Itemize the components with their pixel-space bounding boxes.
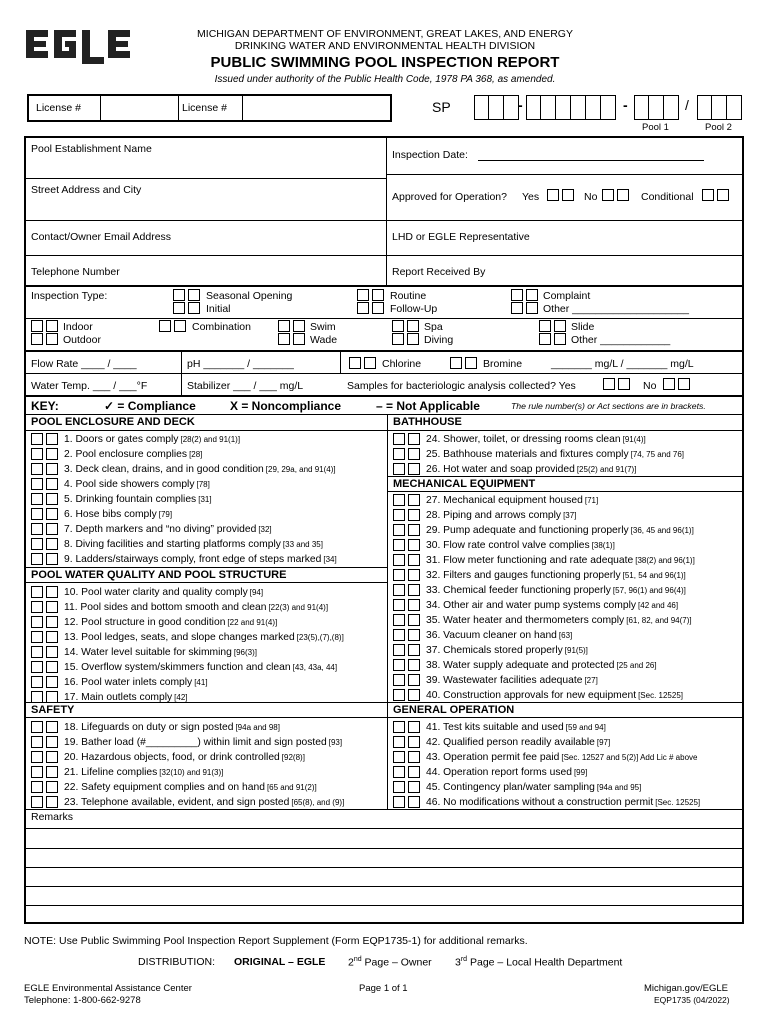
- checklist-left-item: [31, 586, 263, 598]
- swim-checkbox[interactable]: [278, 320, 305, 332]
- item-rule-ref: [79]: [158, 509, 173, 519]
- item-text: 10. Pool water clarity and quality comply: [64, 586, 248, 598]
- checklist-right-item: [393, 721, 606, 733]
- wade-checkbox[interactable]: [278, 333, 305, 345]
- item-text: 32. Filters and gauges functioning properly: [426, 569, 621, 581]
- distribution-third: 3rd Page – Local Health Department: [455, 956, 623, 969]
- item-rule-ref: [23(5),(7),(8)]: [296, 632, 344, 642]
- item-checkboxes[interactable]: [31, 796, 58, 808]
- item-rule-ref: [29, 29a, and 91(4)]: [265, 464, 336, 474]
- telephone-label: Telephone Number: [31, 266, 120, 278]
- item-text: 38. Water supply adequate and protected: [426, 659, 615, 671]
- item-checkboxes[interactable]: [31, 478, 58, 490]
- item-rule-ref: [22(3) and 91(4)]: [268, 602, 329, 612]
- sp-label: SP: [432, 99, 451, 115]
- item-text: 34. Other air and water pump systems comply: [426, 599, 637, 611]
- item-text: 8. Diving facilities and starting platforms comply: [64, 538, 281, 550]
- department-line2: DRINKING WATER AND ENVIRONMENTAL HEALTH DIVISION: [234, 40, 536, 52]
- ph-field[interactable]: pH _______ / _______: [187, 358, 294, 370]
- distribution-original: ORIGINAL – EGLE: [234, 956, 326, 968]
- key-not-applicable: – = Not Applicable: [376, 399, 480, 413]
- item-rule-ref: [91(5)]: [564, 645, 588, 655]
- initial-label: Initial: [206, 303, 231, 315]
- item-rule-ref: [Sec. 12525]: [655, 797, 701, 807]
- inspection-date-label: Inspection Date:: [392, 149, 468, 161]
- item-checkboxes[interactable]: [31, 736, 58, 748]
- egle-logo: [24, 24, 132, 64]
- samples-label: Samples for bacteriologic analysis collected? Yes: [347, 380, 576, 392]
- item-text: 13. Pool ledges, seats, and slope changes marked: [64, 631, 295, 643]
- item-text: 29. Pump adequate and functioning properly: [426, 524, 629, 536]
- checklist-right-item: [393, 766, 587, 778]
- outdoor-label: Outdoor: [63, 334, 101, 346]
- samples-no-checkbox[interactable]: [663, 378, 690, 390]
- checklist-left-item: [31, 691, 188, 703]
- item-checkboxes[interactable]: [31, 676, 58, 688]
- sp-dash-2: -: [623, 97, 628, 113]
- checklist-left-item: [31, 676, 208, 688]
- item-checkboxes[interactable]: [393, 539, 420, 551]
- item-checkboxes[interactable]: [31, 631, 58, 643]
- license-input-1[interactable]: [101, 96, 177, 120]
- other-type-checkbox[interactable]: [511, 302, 538, 314]
- checklist-right-item: [393, 659, 657, 671]
- checklist-left-item: [31, 781, 317, 793]
- item-checkboxes[interactable]: [31, 586, 58, 598]
- sp-dash-1: -: [518, 97, 523, 113]
- approved-no-checkbox[interactable]: [602, 189, 629, 201]
- checklist-left-item: [31, 523, 272, 535]
- item-rule-ref: [59 and 94]: [565, 722, 606, 732]
- checklist-left-item: [31, 616, 277, 628]
- sp-digit-boxes-1[interactable]: [474, 95, 519, 120]
- item-checkboxes[interactable]: [393, 524, 420, 536]
- approved-conditional-checkbox[interactable]: [702, 189, 729, 201]
- section-bathhouse: BATHHOUSE: [393, 416, 462, 428]
- key-label: KEY:: [31, 399, 59, 413]
- other-pool-label: Other ____________: [571, 334, 671, 346]
- checklist-right-item: [393, 448, 684, 460]
- item-checkboxes[interactable]: [393, 599, 420, 611]
- item-checkboxes[interactable]: [393, 721, 420, 733]
- checklist-right-item: [393, 463, 636, 475]
- checklist-right-item: [393, 599, 678, 611]
- address-label: Street Address and City: [31, 184, 142, 196]
- item-text: 17. Main outlets comply: [64, 691, 173, 703]
- item-rule-ref: [42 and 46]: [638, 600, 679, 610]
- item-rule-ref: [27]: [584, 675, 598, 685]
- approved-conditional-label: Conditional: [641, 191, 694, 203]
- remarks-area[interactable]: [26, 824, 742, 922]
- item-text: 23. Telephone available, evident, and sign posted: [64, 796, 290, 808]
- form-number: EQP1735 (04/2022): [654, 995, 730, 1005]
- key-noncompliance: X = Noncompliance: [230, 399, 342, 413]
- item-checkboxes[interactable]: [31, 721, 58, 733]
- item-checkboxes[interactable]: [393, 509, 420, 521]
- item-checkboxes[interactable]: [31, 448, 58, 460]
- item-checkboxes[interactable]: [31, 523, 58, 535]
- item-rule-ref: [38(2) and 96(1)]: [635, 555, 695, 565]
- item-checkboxes[interactable]: [31, 751, 58, 763]
- seasonal-checkbox[interactable]: [173, 289, 200, 301]
- other-type-label: Other ____________________: [543, 303, 689, 315]
- section-mechanical: MECHANICAL EQUIPMENT: [393, 478, 536, 490]
- checklist-left-item: [31, 736, 342, 748]
- followup-label: Follow-Up: [390, 303, 438, 315]
- sp-pool1-boxes[interactable]: [634, 95, 679, 120]
- item-text: 11. Pool sides and bottom smooth and clean: [64, 601, 267, 613]
- checklist-right-item: [393, 524, 694, 536]
- spa-checkbox[interactable]: [392, 320, 419, 332]
- assistance-center: EGLE Environmental Assistance Center: [24, 983, 192, 994]
- item-text: 45. Contingency plan/water sampling: [426, 781, 595, 793]
- item-text: 26. Hot water and soap provided: [426, 463, 575, 475]
- approved-yes-label: Yes: [522, 191, 540, 203]
- item-text: 33. Chemical feeder functioning properly: [426, 584, 611, 596]
- item-text: 1. Doors or gates comply: [64, 433, 179, 445]
- item-rule-ref: [31]: [198, 494, 212, 504]
- checklist-left-item: [31, 538, 323, 550]
- item-text: 2. Pool enclosure complies: [64, 448, 188, 460]
- footer-note: NOTE: Use Public Swimming Pool Inspection Report Supplement (Form EQP1735-1) for additional remarks.: [24, 935, 528, 947]
- checklist-left-item: [31, 553, 337, 565]
- item-checkboxes[interactable]: [393, 766, 420, 778]
- item-checkboxes[interactable]: [31, 508, 58, 520]
- item-checkboxes[interactable]: [393, 736, 420, 748]
- checklist-left-item: [31, 631, 344, 643]
- combination-label: Combination: [192, 321, 251, 333]
- routine-checkbox[interactable]: [357, 289, 384, 301]
- item-rule-ref: [57, 96(1) and 96(4)]: [612, 585, 686, 595]
- remarks-label: Remarks: [31, 811, 74, 823]
- item-checkboxes[interactable]: [393, 433, 420, 445]
- item-rule-ref: [94a and 95]: [596, 782, 642, 792]
- diving-checkbox[interactable]: [392, 333, 419, 345]
- item-checkboxes[interactable]: [393, 644, 420, 656]
- item-rule-ref: [34]: [323, 554, 337, 564]
- item-rule-ref: [37]: [563, 510, 577, 520]
- item-text: 39. Wastewater facilities adequate: [426, 674, 583, 686]
- item-checkboxes[interactable]: [393, 781, 420, 793]
- assistance-phone: Telephone: 1-800-662-9278: [24, 995, 141, 1006]
- item-rule-ref: [96(3)]: [233, 647, 257, 657]
- item-text: 46. No modifications without a construction permit: [426, 796, 654, 808]
- samples-no-label: No: [643, 380, 657, 392]
- item-checkboxes[interactable]: [393, 659, 420, 671]
- checklist-left-item: [31, 463, 336, 475]
- item-text: 18. Lifeguards on duty or sign posted: [64, 721, 234, 733]
- item-rule-ref: [32(10) and 91(3)]: [159, 767, 224, 777]
- checklist-right-item: [393, 689, 683, 701]
- checklist-right-item: [393, 539, 615, 551]
- department-line1: MICHIGAN DEPARTMENT OF ENVIRONMENT, GREAT LAKES, AND ENERGY: [197, 28, 573, 40]
- item-text: 28. Piping and arrows comply: [426, 509, 562, 521]
- license-input-2[interactable]: [243, 96, 391, 120]
- item-rule-ref: [78]: [196, 479, 210, 489]
- checklist-left-item: [31, 601, 328, 613]
- item-rule-ref: [33 and 35]: [282, 539, 323, 549]
- seasonal-label: Seasonal Opening: [206, 290, 293, 302]
- item-rule-ref: [43, 43a, 44]: [292, 662, 338, 672]
- pool2-label: Pool 2: [705, 122, 732, 133]
- item-rule-ref: [71]: [584, 495, 599, 505]
- checklist-left-item: [31, 721, 280, 733]
- license-label-1: License #: [36, 102, 81, 114]
- item-rule-ref: [92(8)]: [281, 752, 305, 762]
- item-checkboxes[interactable]: [31, 553, 58, 565]
- checklist-left-item: [31, 646, 257, 658]
- checklist-left-item: [31, 766, 223, 778]
- checklist-left-item: [31, 796, 344, 808]
- website-link[interactable]: Michigan.gov/EGLE: [644, 983, 728, 994]
- report-received-label: Report Received By: [392, 266, 486, 278]
- approved-yes-checkbox[interactable]: [547, 189, 574, 201]
- item-rule-ref: [22 and 91(4)]: [227, 617, 278, 627]
- item-checkboxes[interactable]: [31, 781, 58, 793]
- item-text: 20. Hazardous objects, food, or drink controlled: [64, 751, 280, 763]
- mgl-field[interactable]: _______ mg/L / _______ mg/L: [551, 358, 694, 370]
- lhd-label: LHD or EGLE Representative: [392, 231, 530, 243]
- checklist-right-item: [393, 554, 695, 566]
- establishment-label: Pool Establishment Name: [31, 143, 152, 155]
- complaint-checkbox[interactable]: [511, 289, 538, 301]
- item-checkboxes[interactable]: [31, 646, 58, 658]
- checklist-left-item: [31, 433, 240, 445]
- checklist-left-item: [31, 751, 305, 763]
- inspection-type-label: Inspection Type:: [31, 290, 108, 302]
- combination-checkbox[interactable]: [159, 320, 186, 332]
- item-checkboxes[interactable]: [393, 463, 420, 475]
- checklist-right-item: [393, 569, 686, 581]
- item-text: 7. Depth markers and “no diving” provided: [64, 523, 257, 535]
- item-checkboxes[interactable]: [393, 584, 420, 596]
- sp-slash: /: [685, 97, 689, 113]
- item-checkboxes[interactable]: [31, 538, 58, 550]
- item-rule-ref: [28]: [189, 449, 203, 459]
- slide-label: Slide: [571, 321, 595, 333]
- item-text: 43. Operation permit fee paid: [426, 751, 560, 763]
- item-text: 15. Overflow system/skimmers function and clean: [64, 661, 291, 673]
- diving-label: Diving: [424, 334, 454, 346]
- establishment-input[interactable]: [30, 156, 382, 176]
- item-text: 6. Hose bibs comply: [64, 508, 157, 520]
- item-text: 44. Operation report forms used: [426, 766, 572, 778]
- checklist-left-item: [31, 508, 172, 520]
- section-general: GENERAL OPERATION: [393, 704, 515, 716]
- item-text: 41. Test kits suitable and used: [426, 721, 564, 733]
- spa-label: Spa: [424, 321, 443, 333]
- page-number: Page 1 of 1: [359, 983, 408, 994]
- item-text: 24. Shower, toilet, or dressing rooms clean: [426, 433, 621, 445]
- item-text: 36. Vacuum cleaner on hand: [426, 629, 557, 641]
- distribution-label: DISTRIBUTION:: [138, 956, 216, 968]
- key-compliance: ✓ = Compliance: [104, 399, 196, 413]
- item-rule-ref: [Sec. 12525]: [638, 690, 683, 700]
- key-note: The rule number(s) or Act sections are in brackets.: [511, 401, 706, 411]
- item-rule-ref: [61, 82, and 94(7)]: [626, 615, 692, 625]
- item-text: 12. Pool structure in good condition: [64, 616, 226, 628]
- checklist-right-item: [393, 433, 646, 445]
- item-checkboxes[interactable]: [31, 601, 58, 613]
- item-text: 42. Qualified person readily available: [426, 736, 595, 748]
- item-text: 25. Bathhouse materials and fixtures comply: [426, 448, 629, 460]
- indoor-label: Indoor: [63, 321, 93, 333]
- followup-checkbox[interactable]: [357, 302, 384, 314]
- stabilizer-field[interactable]: Stabilizer ___ / ___ mg/L: [187, 380, 304, 392]
- bromine-label: Bromine: [483, 358, 523, 370]
- checklist-right-item: [393, 751, 697, 763]
- sp-digit-boxes-2[interactable]: [526, 95, 616, 120]
- item-rule-ref: [94a and 98]: [235, 722, 280, 732]
- item-text: 19. Bather load (#_________) within limit and sign posted: [64, 736, 327, 748]
- item-rule-ref: [28(2) and 91(1)]: [180, 434, 241, 444]
- checklist-right-item: [393, 614, 692, 626]
- approved-no-label: No: [584, 191, 598, 203]
- item-rule-ref: [32]: [258, 524, 272, 534]
- item-rule-ref: [91(4)]: [622, 434, 646, 444]
- water-temp-field[interactable]: Water Temp. ___ / ___°F: [31, 380, 148, 392]
- item-text: 14. Water level suitable for skimming: [64, 646, 232, 658]
- item-checkboxes[interactable]: [31, 616, 58, 628]
- item-text: 16. Pool water inlets comply: [64, 676, 193, 688]
- item-checkboxes[interactable]: [393, 554, 420, 566]
- address-input[interactable]: [30, 197, 382, 217]
- item-text: 37. Chemicals stored properly: [426, 644, 563, 656]
- item-checkboxes[interactable]: [393, 689, 420, 701]
- checklist-left-item: [31, 448, 202, 460]
- routine-label: Routine: [390, 290, 427, 302]
- item-text: 40. Construction approvals for new equipment: [426, 689, 637, 701]
- item-checkboxes[interactable]: [393, 751, 420, 763]
- initial-checkbox[interactable]: [173, 302, 200, 314]
- item-text: 27. Mechanical equipment housed: [426, 494, 583, 506]
- checklist-right-item: [393, 584, 686, 596]
- checklist-right-item: [393, 629, 572, 641]
- item-text: 3. Deck clean, drains, and in good condition: [64, 463, 264, 475]
- item-checkboxes[interactable]: [31, 766, 58, 778]
- item-rule-ref: [38(1)]: [591, 540, 615, 550]
- inspection-date-input[interactable]: [478, 147, 704, 161]
- item-checkboxes[interactable]: [31, 661, 58, 673]
- item-text: 9. Ladders/stairways comply, front edge of steps marked: [64, 553, 322, 565]
- contact-email-label: Contact/Owner Email Address: [31, 231, 172, 243]
- checklist-right-item: [393, 644, 588, 656]
- item-text: 31. Flow meter functioning and rate adequate: [426, 554, 634, 566]
- item-rule-ref: [99]: [573, 767, 588, 777]
- swim-label: Swim: [310, 321, 336, 333]
- item-rule-ref: [94]: [249, 587, 264, 597]
- outdoor-checkbox[interactable]: [31, 333, 58, 345]
- section-safety: SAFETY: [31, 704, 75, 716]
- license-label-2: License #: [182, 102, 227, 114]
- checklist-left-item: [31, 661, 337, 673]
- section-pool-enclosure: POOL ENCLOSURE AND DECK: [31, 416, 195, 428]
- item-checkboxes[interactable]: [31, 463, 58, 475]
- indoor-checkbox[interactable]: [31, 320, 58, 332]
- item-rule-ref: [36, 45 and 96(1)]: [630, 525, 694, 535]
- complaint-label: Complaint: [543, 290, 591, 302]
- item-rule-ref: [97]: [596, 737, 611, 747]
- flow-rate-field[interactable]: Flow Rate ____ / ____: [31, 358, 137, 370]
- sp-pool2-boxes[interactable]: [697, 95, 742, 120]
- item-text: 5. Drinking fountain complies: [64, 493, 197, 505]
- checklist-right-item: [393, 796, 700, 808]
- item-rule-ref: [41]: [194, 677, 208, 687]
- item-checkboxes[interactable]: [31, 691, 58, 703]
- item-text: 30. Flow rate control valve complies: [426, 539, 590, 551]
- checklist-right-item: [393, 674, 598, 686]
- checklist-right-item: [393, 736, 610, 748]
- chlorine-checkbox[interactable]: [349, 357, 376, 369]
- checklist-right-item: [393, 509, 576, 521]
- item-rule-ref: [25 and 26]: [616, 660, 657, 670]
- checklist-right-item: [393, 781, 641, 793]
- item-rule-ref: [Sec. 12527 and 5(2)] Add Lic # above: [561, 752, 698, 762]
- wade-label: Wade: [310, 334, 338, 346]
- item-checkboxes[interactable]: [393, 494, 420, 506]
- checklist-right-item: [393, 494, 598, 506]
- item-checkboxes[interactable]: [393, 569, 420, 581]
- approved-label: Approved for Operation?: [392, 191, 507, 203]
- item-text: 35. Water heater and thermometers comply: [426, 614, 625, 626]
- item-checkboxes[interactable]: [393, 796, 420, 808]
- chlorine-label: Chlorine: [382, 358, 422, 370]
- item-rule-ref: [25(2) and 91(7)]: [576, 464, 637, 474]
- item-checkboxes[interactable]: [393, 629, 420, 641]
- item-checkboxes[interactable]: [31, 493, 58, 505]
- other-pool-checkbox[interactable]: [539, 333, 566, 345]
- item-checkboxes[interactable]: [393, 614, 420, 626]
- item-rule-ref: [65(8), and (9)]: [291, 797, 345, 807]
- item-text: 4. Pool side showers comply: [64, 478, 195, 490]
- page-subtitle: Issued under authority of the Public Health Code, 1978 PA 368, as amended.: [214, 74, 556, 85]
- bromine-checkbox[interactable]: [450, 357, 477, 369]
- item-text: 22. Safety equipment complies and on hand: [64, 781, 265, 793]
- section-water-quality: POOL WATER QUALITY AND POOL STRUCTURE: [31, 569, 287, 581]
- item-checkboxes[interactable]: [393, 674, 420, 686]
- slide-checkbox[interactable]: [539, 320, 566, 332]
- item-rule-ref: [74, 75 and 76]: [630, 449, 684, 459]
- item-rule-ref: [93]: [328, 737, 343, 747]
- item-text: 21. Lifeline complies: [64, 766, 158, 778]
- item-checkboxes[interactable]: [31, 433, 58, 445]
- checklist-left-item: [31, 493, 212, 505]
- item-rule-ref: [51, 54 and 96(1)]: [622, 570, 686, 580]
- item-rule-ref: [63]: [558, 630, 573, 640]
- item-rule-ref: [65 and 91(2)]: [266, 782, 317, 792]
- samples-yes-checkbox[interactable]: [603, 378, 630, 390]
- distribution-second: 2nd Page – Owner: [348, 956, 432, 969]
- item-checkboxes[interactable]: [393, 448, 420, 460]
- pool1-label: Pool 1: [642, 122, 669, 133]
- page-title: PUBLIC SWIMMING POOL INSPECTION REPORT: [210, 54, 560, 71]
- item-rule-ref: [42]: [174, 692, 188, 702]
- checklist-left-item: [31, 478, 210, 490]
